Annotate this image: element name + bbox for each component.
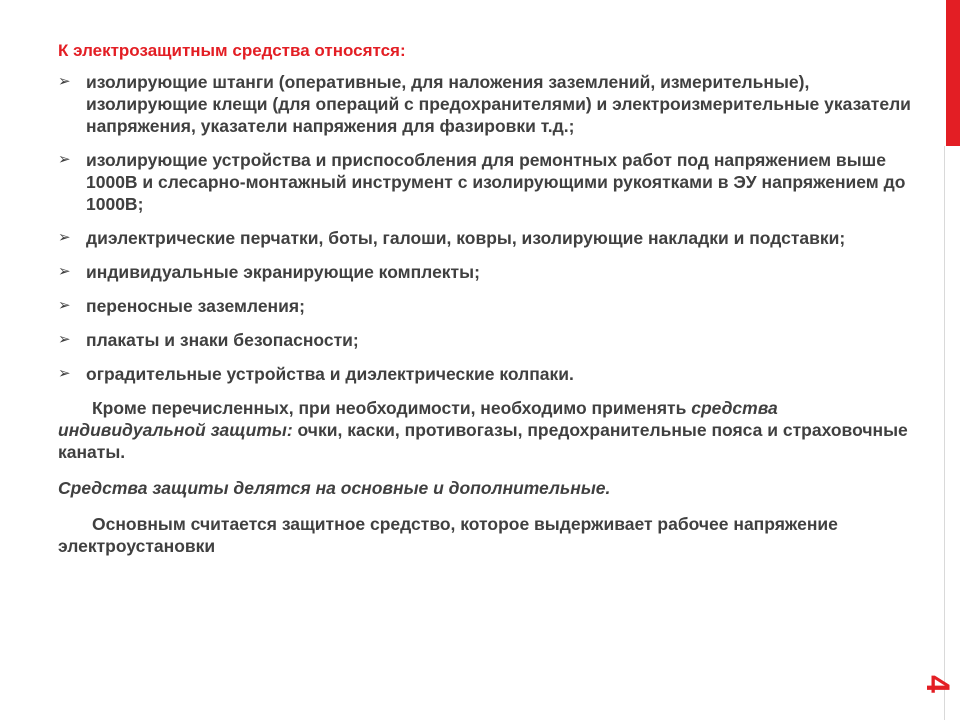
accent-bar — [946, 0, 960, 146]
vertical-divider — [944, 146, 945, 720]
list-item — [58, 329, 918, 351]
list-item — [58, 295, 918, 317]
arrow-right-icon: ➢ — [58, 331, 71, 348]
arrow-right-icon: ➢ — [58, 151, 71, 168]
paragraph-ppe-suffix: очки, каски, противогазы, предохранительные пояса и страховочные канаты. — [58, 420, 908, 462]
list-item-text: переносные заземления; — [86, 296, 305, 316]
list-item — [58, 363, 918, 385]
paragraph-ppe-prefix: Кроме перечисленных, при необходимости, необходимо применять — [92, 398, 692, 418]
list-item-text: плакаты и знаки безопасности; — [86, 330, 359, 350]
list-item — [58, 227, 918, 249]
arrow-right-icon: ➢ — [58, 229, 71, 246]
list-item-text: индивидуальные экранирующие комплекты; — [86, 262, 480, 282]
paragraph-classification: Средства защиты делятся на основные и дополнительные. — [58, 478, 611, 498]
list-item — [58, 261, 918, 283]
slide-number: 4 — [920, 675, 956, 693]
arrow-right-icon: ➢ — [58, 297, 71, 314]
bullet-list — [58, 71, 918, 385]
arrow-right-icon: ➢ — [58, 73, 71, 90]
slide-content — [58, 40, 918, 557]
paragraph-ppe-italic: средства индивидуальной защиты: — [58, 398, 778, 440]
list-item-text: изолирующие штанги (оперативные, для наложения заземлений, измерительные), изолирующие клещи (для операций с предохранителями) и электроизмерительные указатели напряжения, указатели напряжения для фазировки т.д.; — [86, 72, 911, 136]
list-item-text: диэлектрические перчатки, боты, галоши, ковры, изолирующие накладки и подставки; — [86, 228, 846, 248]
list-item — [58, 71, 918, 137]
list-item-text: оградительные устройства и диэлектрические колпаки. — [86, 364, 574, 384]
slide-heading: К электрозащитным средства относятся: — [58, 41, 406, 60]
paragraph-main-definition: Основным считается защитное средство, которое выдерживает рабочее напряжение электроустановки — [58, 514, 838, 556]
paragraph-ppe — [58, 397, 918, 463]
list-item-text: изолирующие устройства и приспособления для ремонтных работ под напряжением выше 1000В и слесарно-монтажный инструмент с изолирующими рукоятками в ЭУ напряжением до 1000В; — [86, 150, 906, 214]
list-item — [58, 149, 918, 215]
arrow-right-icon: ➢ — [58, 365, 71, 382]
arrow-right-icon: ➢ — [58, 263, 71, 280]
